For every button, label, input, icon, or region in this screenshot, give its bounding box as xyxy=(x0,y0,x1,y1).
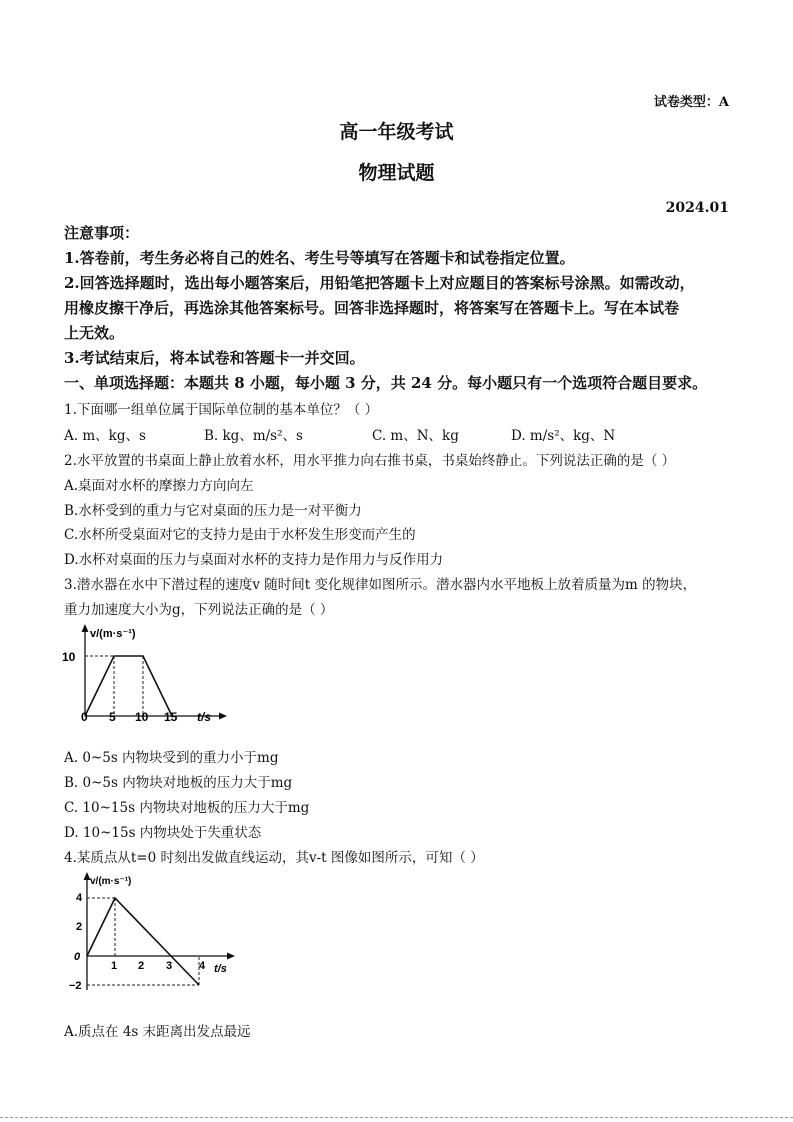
notice-item-2-line-2: 用橡皮擦干净后，再选涂其他答案标号。回答非选择题时，将答案写在答题卡上。写在本试卷 xyxy=(64,299,680,317)
q4-x-tick-3: 3 xyxy=(166,960,173,972)
q3-axis-y-arrow xyxy=(82,624,89,632)
page-bottom-rule xyxy=(0,1117,793,1118)
subject-title: 物理试题 xyxy=(358,162,435,184)
question-2-option-d: D.水杯对桌面的压力与桌面对水杯的支持力是作用力与反作用力 xyxy=(64,552,444,568)
q4-y-tick-4: 4 xyxy=(76,892,83,904)
q4-x-tick-2: 2 xyxy=(138,960,145,972)
question-4-stem: 4.某质点从t=0 时刻出发做直线运动，其v-t 图像如图所示，可知（ ） xyxy=(64,850,484,866)
notice-item-3: 3.考试结束后，将本试卷和答题卡一并交回。 xyxy=(64,349,365,367)
question-3-stem-line-2: 重力加速度大小为g，下列说法正确的是（ ） xyxy=(64,602,334,618)
question-1-option-d: D. m/s²、kg、N xyxy=(511,428,616,444)
q4-x-tick-1: 1 xyxy=(111,960,118,972)
question-2-option-b: B.水杯受到的重力与它对桌面的压力是一对平衡力 xyxy=(64,503,362,519)
question-1-stem: 1.下面哪一组单位属于国际单位制的基本单位？（ ） xyxy=(64,402,379,418)
question-3-option-a: A. 0~5s 内物块受到的重力小于mg xyxy=(64,750,279,766)
question-2-option-a: A.桌面对水杯的摩擦力方向向左 xyxy=(64,478,254,494)
question-4-option-a: A.质点在 4s 末距离出发点最远 xyxy=(64,1024,251,1040)
q4-y-tick-0: 0 xyxy=(74,951,81,963)
q4-y-tick-2: 2 xyxy=(76,921,83,933)
q3-x-tick-0: 0 xyxy=(81,710,88,724)
notice-heading: 注意事项： xyxy=(64,224,140,242)
question-3-option-c: C. 10~15s 内物块对地板的压力大于mg xyxy=(64,800,310,816)
question-1-option-a: A. m、kg、s xyxy=(64,428,146,444)
question-1-option-c: C. m、N、kg xyxy=(372,428,459,444)
question-3-option-d: D. 10~15s 内物块处于失重状态 xyxy=(64,825,262,841)
q3-y-label: v/(m·s⁻¹) xyxy=(90,628,136,640)
notice-item-1: 1.答卷前，考生务必将自己的姓名、考生号等填写在答题卡和试卷指定位置。 xyxy=(64,249,575,267)
exam-date: 2024.01 xyxy=(665,200,729,216)
q3-x-tick-10: 10 xyxy=(135,710,149,724)
exam-title: 高一年级考试 xyxy=(339,121,454,143)
question-4-vt-graph xyxy=(68,868,248,998)
question-1-option-b: B. kg、m/s²、s xyxy=(204,428,303,444)
paper-type: 试卷类型：A xyxy=(653,95,729,110)
q3-x-tick-15: 15 xyxy=(164,710,178,724)
q4-axis-x-arrow xyxy=(227,953,235,960)
notice-item-2-line-1: 2.回答选择题时，选出每小题答案后，用铅笔把答题卡上对应题目的答案标号涂黑。如需改动， xyxy=(64,274,695,292)
q4-y-label: v/(m·s⁻¹) xyxy=(90,876,132,887)
q3-axis-x-arrow xyxy=(219,713,227,720)
question-2-option-c: C.水杯所受桌面对它的支持力是由于水杯发生形变而产生的 xyxy=(64,527,416,543)
q4-y-tick-neg2: −2 xyxy=(69,980,82,992)
section-1-heading: 一、单项选择题：本题共 8 小题，每小题 3 分，共 24 分。每小题只有一个选项符合题目要求。 xyxy=(64,374,708,392)
notice-item-2-line-3: 上无效。 xyxy=(64,324,125,342)
q4-x-tick-4: 4 xyxy=(199,960,206,972)
q4-x-label: t/s xyxy=(214,963,227,975)
question-3-stem-line-1: 3.潜水器在水中下潜过程的速度v 随时间t 变化规律如图所示。潜水器内水平地板上放着质量为m 的物块， xyxy=(64,577,697,593)
q3-x-tick-5: 5 xyxy=(109,710,116,724)
q3-series-line xyxy=(85,656,172,716)
q3-y-tick-10: 10 xyxy=(62,650,76,664)
question-3-vt-graph xyxy=(60,620,235,730)
question-2-stem: 2.水平放置的书桌面上静止放着水杯，用水平推力向右推书桌，书桌始终静止。下列说法正确的是（ ） xyxy=(64,453,676,469)
q3-x-label: t/s xyxy=(197,710,212,724)
question-3-option-b: B. 0~5s 内物块对地板的压力大于mg xyxy=(64,775,293,791)
